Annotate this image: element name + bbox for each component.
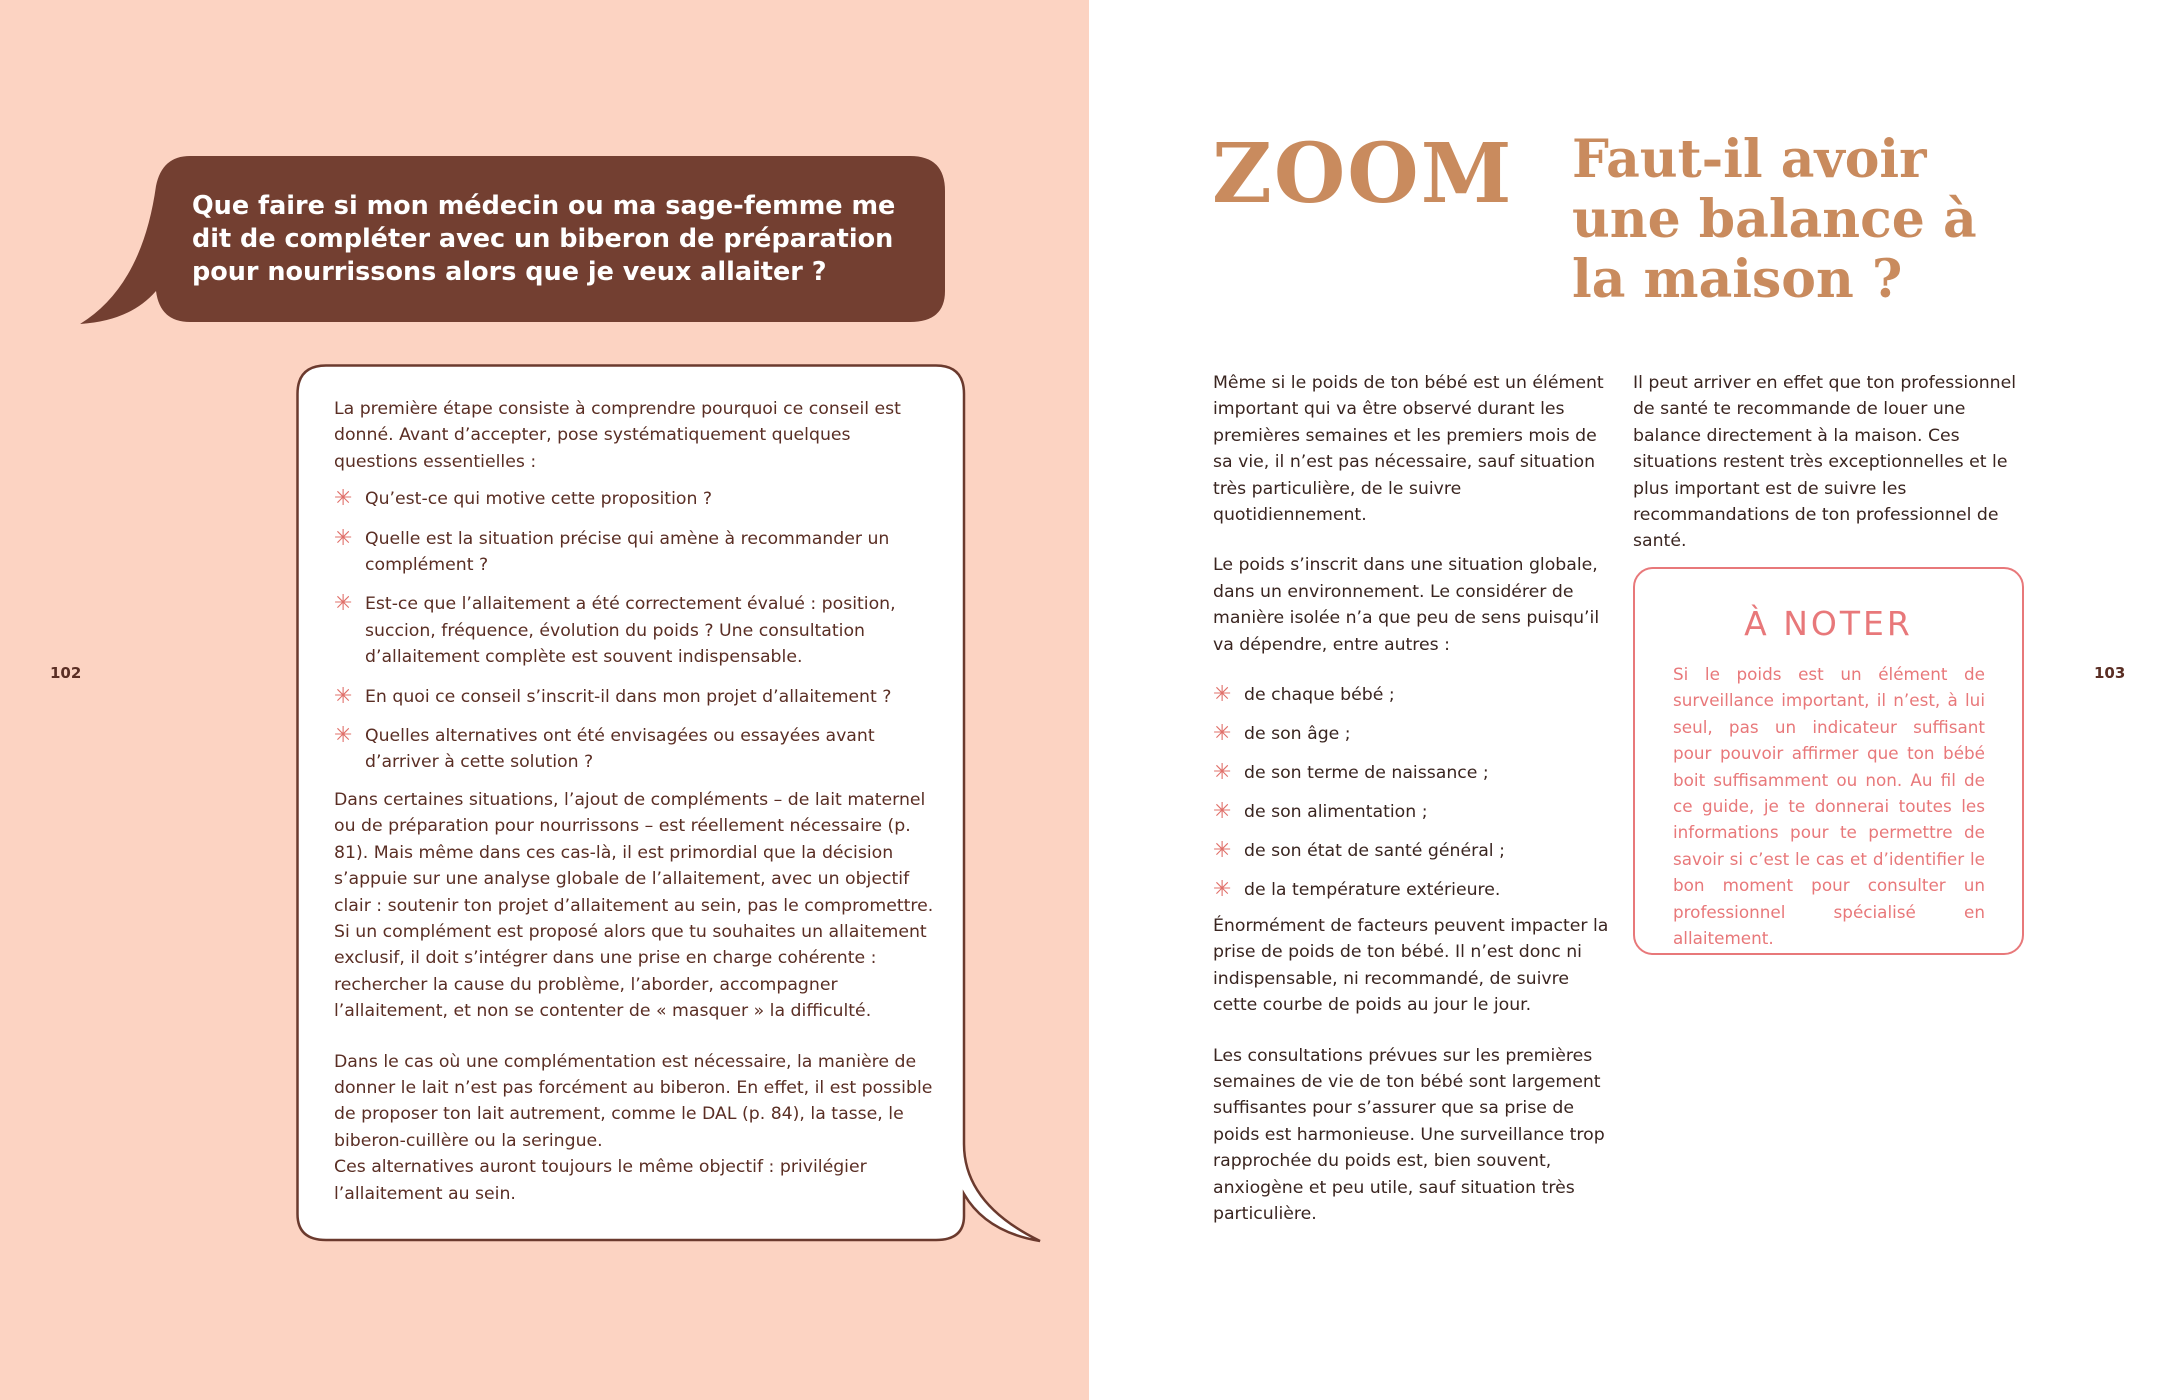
asterisk-icon: ✳ — [334, 525, 353, 551]
question-list — [334, 486, 934, 776]
body-paragraph: Le poids s’inscrit dans une situation globale, dans un environnement. Le considérer de manière isolée n’a que peu de sens puisqu’il va dépendre, entre autres : — [1213, 555, 1600, 655]
asterisk-icon: ✳ — [1213, 798, 1232, 824]
text-column-2 — [1633, 370, 2033, 555]
note-text: Si le poids est un élément de surveillance important, il n’est, à lui seul, pas un indicateur suffisant pour pouvoir affirmer que ton bébé boit suffisamment ou non. Au fil de ce guide, je te donnerai toutes les informations pour te permettre de savoir si c’est le cas et d’identifier le bon moment pour consulter un professionnel spécialisé en allaitement. — [1673, 664, 1985, 949]
list-item: ✳ Qu’est-ce qui motive cette proposition ? — [334, 486, 713, 512]
asterisk-icon: ✳ — [1213, 682, 1232, 708]
list-item: ✳ Est-ce que l’allaitement a été correctement évalué : position, succion, fréquence, évolution du poids ? Une consultation d’allaitement complète est souvent indispensable. — [334, 591, 896, 668]
asterisk-icon: ✳ — [334, 683, 353, 709]
page-number-left: 102 — [50, 664, 82, 682]
body-paragraph: Même si le poids de ton bébé est un élément important qui va être observé durant les premières semaines et les premiers mois de sa vie, il n’est pas nécessaire, sauf situation très particulière, de le suivre quotidiennement. — [1213, 373, 1604, 526]
answer-paragraph: Ces alternatives auront toujours le même objectif : privilégier l’allaitement au sein. — [334, 1157, 867, 1204]
asterisk-icon: ✳ — [334, 723, 353, 749]
zoom-label: ZOOM — [1212, 126, 1514, 222]
note-box — [1633, 567, 2024, 955]
asterisk-icon: ✳ — [1213, 837, 1232, 863]
list-item: ✳ de son état de santé général ; — [1213, 837, 1505, 863]
body-paragraph: Les consultations prévues sur les premières semaines de vie de ton bébé sont largement suffisantes pour s’assurer que sa prise de poids est harmonieuse. Une surveillance trop rapprochée du poids est, bien souvent, anxiogène et peu utile, sauf situation très particulière. — [1213, 1045, 1605, 1225]
asterisk-icon: ✳ — [1213, 759, 1232, 785]
page-title: Faut-il avoir une balance à la maison ? — [1572, 129, 1977, 310]
text-column-1 — [1213, 370, 1613, 1227]
list-item: ✳ Quelles alternatives ont été envisagées ou essayées avant d’arriver à cette solution ? — [334, 723, 875, 773]
answer-bubble — [296, 364, 1042, 1246]
page-number-right: 103 — [2094, 664, 2126, 682]
answer-paragraph: Dans certaines situations, l’ajout de compléments – de lait maternel ou de préparation pour nourrissons – est réellement nécessaire (p. 81). Mais même dans ces cas-là, il est primordial que la décision s’appuie sur une analyse globale de l’allaitement, avec un objectif clair : soutenir ton projet d’allaitement au sein, pas le compromettre. — [334, 789, 934, 916]
asterisk-icon: ✳ — [1213, 876, 1232, 902]
answer-content — [334, 396, 934, 1207]
asterisk-icon: ✳ — [1213, 720, 1232, 746]
list-item: ✳ de son âge ; — [1213, 720, 1351, 746]
list-item: ✳ de la température extérieure. — [1213, 876, 1501, 902]
list-item: ✳ Quelle est la situation précise qui amène à recommander un complément ? — [334, 525, 890, 576]
answer-paragraph: Si un complément est proposé alors que tu souhaites un allaitement exclusif, il doit s’intégrer dans une prise en charge cohérente : rechercher la cause du problème, l’aborder, accompagner l’allaitement, et non se contenter de « masquer » la difficulté. — [334, 921, 927, 1022]
note-title: À NOTER — [1744, 604, 1913, 643]
list-item: ✳ En quoi ce conseil s’inscrit-il dans mon projet d’allaitement ? — [334, 683, 892, 709]
list-item: ✳ de chaque bébé ; — [1213, 682, 1395, 708]
factor-list — [1213, 682, 1613, 903]
list-item: ✳ de son terme de naissance ; — [1213, 759, 1489, 785]
answer-intro: La première étape consiste à comprendre pourquoi ce conseil est donné. Avant d’accepter, pose systématiquement quelques questions essentielles : — [334, 399, 901, 472]
asterisk-icon: ✳ — [334, 486, 353, 512]
question-text: Que faire si mon médecin ou ma sage-femme me dit de compléter avec un biberon de préparation pour nourrissons alors que je veux allaiter ? — [192, 191, 896, 287]
answer-paragraph: Dans le cas où une complémentation est nécessaire, la manière de donner le lait n’est pas forcément au biberon. En effet, il est possible de proposer ton lait autrement, comme le DAL (p. 84), la tasse, le biberon-cuillère ou la seringue. — [334, 1051, 933, 1151]
question-bubble — [80, 156, 945, 326]
body-paragraph: Énormément de facteurs peuvent impacter la prise de poids de ton bébé. Il n’est donc ni indispensable, ni recommandé, de suivre cette courbe de poids au jour le jour. — [1213, 916, 1609, 1016]
list-item: ✳ de son alimentation ; — [1213, 798, 1428, 824]
body-paragraph: Il peut arriver en effet que ton professionnel de santé te recommande de louer une balance directement à la maison. Ces situations restent très exceptionnelles et le plus important est de suivre les recommandations de ton professionnel de santé. — [1633, 373, 2017, 552]
asterisk-icon: ✳ — [334, 591, 353, 617]
